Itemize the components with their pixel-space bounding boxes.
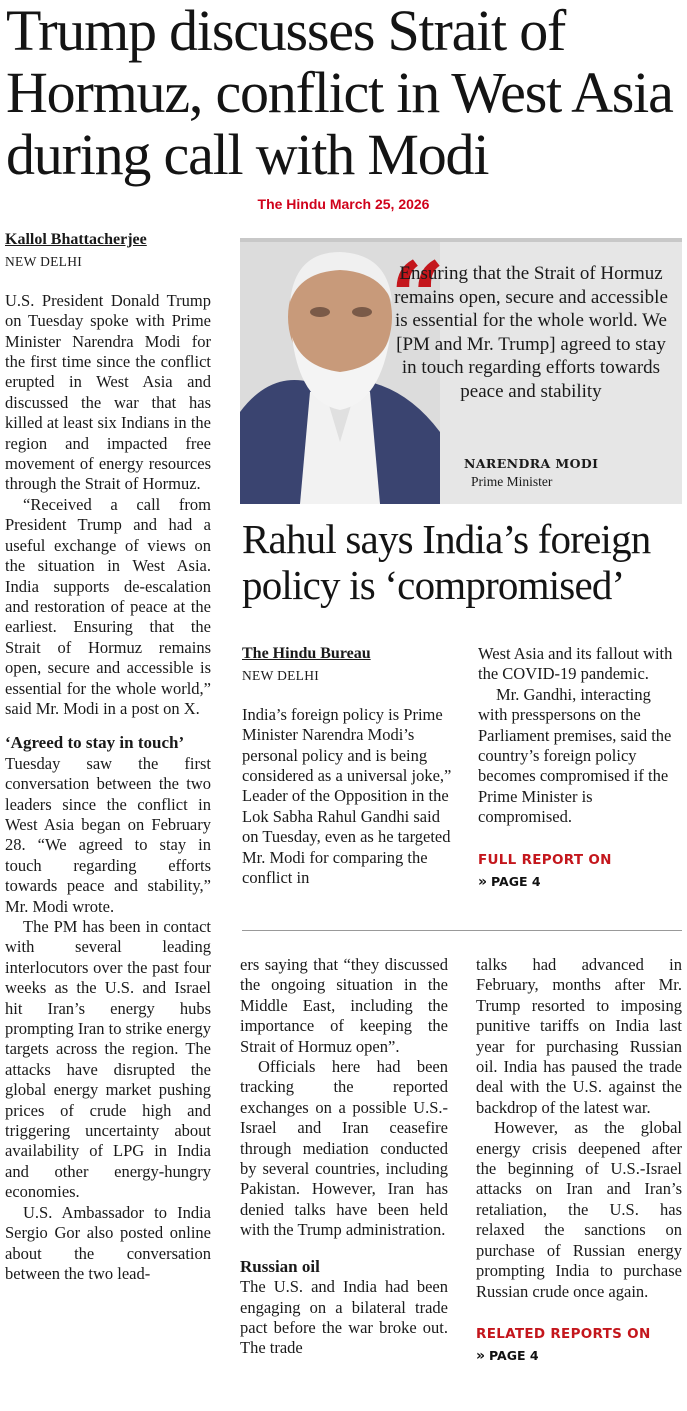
- full-report-page: PAGE 4: [491, 874, 541, 890]
- main-paragraph: Officials here had been tracking the reported exchanges on a possible U.S.-Israel and Iran ceasefire through mediation conducted by several countries, including Pakistan. However, Iran has denied talks have been held with the Trump administration.: [240, 1057, 448, 1240]
- main-paragraph: “Received a call from President Trump and had a useful exchange of views on the situation in West Asia. India supports de-escalation and restoration of peace at the earliest. Ensuring that the Strait of Hormuz remains open, secure and accessible is essential for the whole world,” said Mr. Modi in a post on X.: [5, 494, 211, 718]
- main-paragraph: However, as the global energy crisis deepened after the beginning of U.S.-Israel attacks on Iran and Iran’s retaliation, the U.S. has relaxed the sanctions on purchase of Russian energy prompting India to purchase Russian crude once again.: [476, 1118, 682, 1301]
- main-story-middle-column: [240, 955, 448, 1359]
- main-dateline: NEW DELHI: [5, 254, 83, 270]
- side-dateline: NEW DELHI: [242, 668, 320, 684]
- main-paragraph: U.S. President Donald Trump on Tuesday spoke with Prime Minister Narendra Modi for the first time since the conflict erupted in West Asia and discussed the war that has killed at least six Indians in the region and impacted free movement of energy resources through the Strait of Hormuz.: [5, 290, 211, 494]
- main-paragraph: talks had advanced in February, months after Mr. Trump resorted to imposing punitive tariffs on India last year for purchasing Russian oil. India has paused the trade deal with the U.S. against the backdrop of the latest war.: [476, 955, 682, 1117]
- main-subhead: Russian oil: [240, 1256, 320, 1276]
- main-byline: Kallol Bhattacherjee: [5, 231, 147, 248]
- quote-attribution-role: Prime Minister: [471, 474, 553, 489]
- full-report-link[interactable]: [478, 872, 680, 892]
- quote-attribution-name: NARENDRA MODI: [464, 456, 599, 471]
- double-chevron-icon: »: [476, 1348, 486, 1365]
- quote-box: [240, 238, 682, 504]
- main-paragraph: The U.S. and India had been engaging on a bilateral trade pact before the war broke out. The trade: [240, 1277, 448, 1358]
- main-headline: Trump discusses Strait of Hormuz, conflict in West Asia during call with Modi: [6, 0, 673, 187]
- main-paragraph: U.S. Ambassador to India Sergio Gor also posted online about the conversation between the two lead-: [5, 1202, 211, 1283]
- main-story-left-column: [5, 230, 211, 1284]
- main-paragraph: The PM has been in contact with several leading interlocutors over the past four weeks as the U.S. and Israel hit Iran’s energy hubs prompting Iran to strike energy targets across the region. The attacks have disrupted the global energy market pushing prices of crude high and triggering uncertainty about availability of LPG in India and other energy-hungry economies.: [5, 917, 211, 1202]
- double-chevron-icon: »: [478, 874, 488, 891]
- side-paragraph: Mr. Gandhi, interacting with presspersons on the Parliament premises, said the country’s foreign policy becomes compromised if the Prime Minister is compromised.: [478, 684, 672, 827]
- side-paragraph: West Asia and its fallout with the COVID-19 pandemic.: [478, 644, 673, 684]
- related-reports-page: PAGE 4: [489, 1348, 539, 1364]
- related-reports-link[interactable]: [476, 1346, 682, 1366]
- quote-marks-icon: “: [390, 241, 446, 354]
- side-story-headline: Rahul says India’s foreign policy is ‘compromised’: [242, 516, 651, 608]
- side-byline: The Hindu Bureau: [242, 645, 371, 662]
- source-line: The Hindu March 25, 2026: [257, 196, 430, 212]
- main-paragraph: ers saying that “they discussed the ongoing situation in the Middle East, including the importance of keeping the Strait of Hormuz open”.: [240, 955, 448, 1056]
- side-story-left-column: [242, 644, 452, 888]
- related-reports-label: RELATED REPORTS ON: [476, 1325, 651, 1342]
- main-paragraph: Tuesday saw the first conversation between the two leaders since the conflict in West Asia began on February 28. “We agreed to stay in touch regarding efforts towards peace and stability,” Mr. Modi wrote.: [5, 753, 211, 916]
- section-divider: [242, 930, 682, 931]
- quote-text: Ensuring that the Strait of Hormuz remains open, secure and accessible is essential for the whole world. We [PM and Mr. Trump] agreed to stay in touch regarding efforts towards peace and stability: [394, 263, 668, 402]
- main-subhead: ‘Agreed to stay in touch’: [5, 733, 185, 753]
- main-story-right-column: [476, 955, 682, 1367]
- side-paragraph: India’s foreign policy is Prime Minister Narendra Modi’s personal policy and is being considered as a universal joke,” Leader of the Opposition in the Lok Sabha Rahul Gandhi said on Tuesday, even as he targeted Mr. Modi for comparing the conflict in: [242, 704, 452, 888]
- full-report-label: FULL REPORT ON: [478, 851, 612, 868]
- side-story-right-column: [478, 644, 680, 892]
